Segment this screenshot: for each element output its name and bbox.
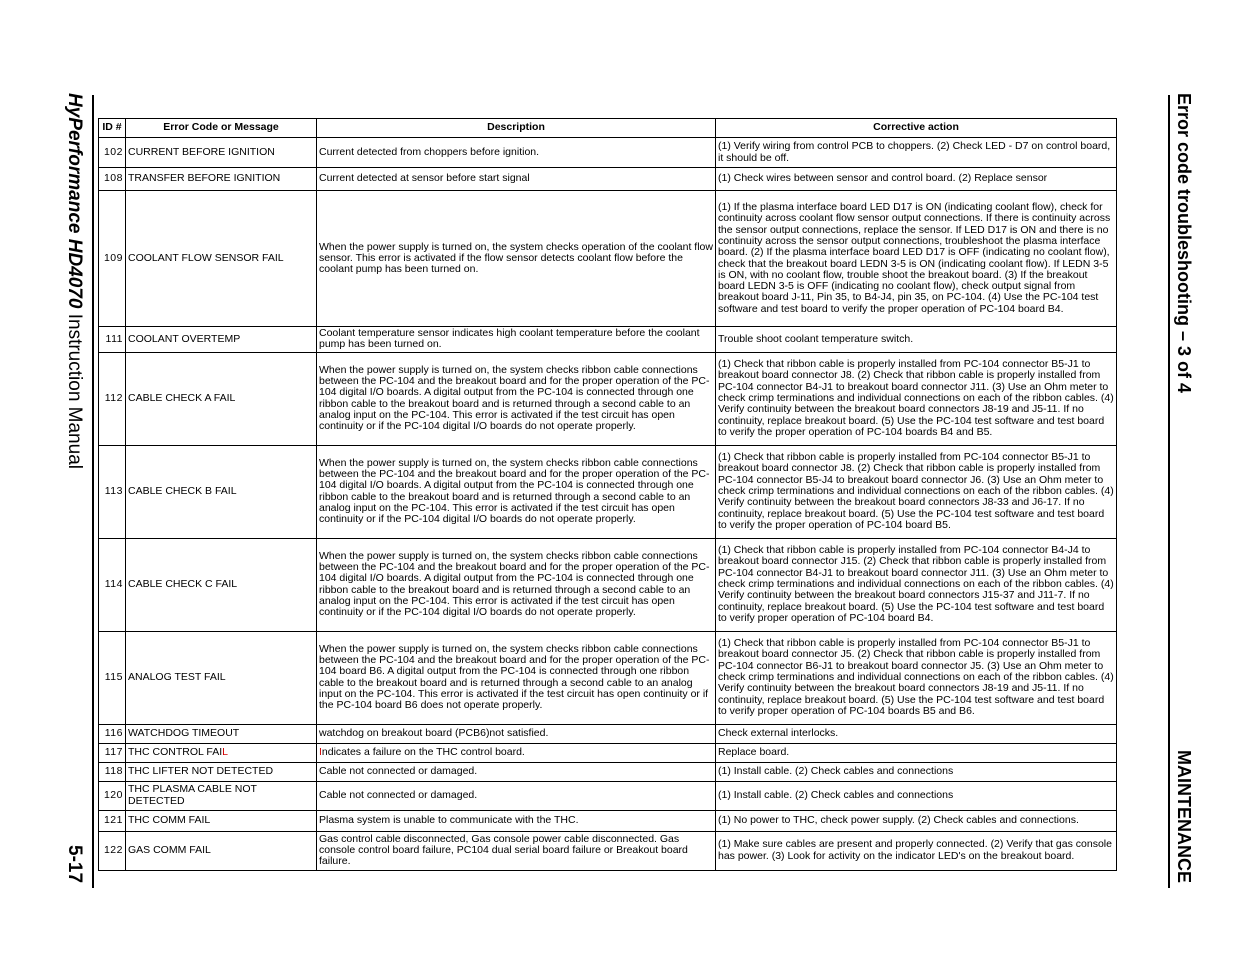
error-id: 118 <box>99 762 126 781</box>
manual-brand: HyPerformance HD4070 <box>64 93 85 309</box>
error-description <box>317 743 716 762</box>
error-code: CABLE CHECK B FAIL <box>126 445 317 538</box>
error-code: ANALOG TEST FAIL <box>126 631 317 724</box>
corrective-action: Check external interlocks. <box>716 724 1117 743</box>
error-id: 114 <box>99 538 126 631</box>
error-id: 122 <box>99 831 126 870</box>
manual-subtitle: Instruction Manual <box>64 308 85 469</box>
table-header-row <box>99 119 1117 138</box>
corrective-action: (1) Check that ribbon cable is properly installed from PC-104 connector B4-J4 to breakout board connector J15. (2) Check that ribbon cable is properly installed from PC-104 connector B4-J1 to breakout board connector J11. (3) Use an Ohm meter to check crimp terminations and individual connections on each of the ribbon cables. (4) Verify continuity between the breakout board connectors J15-37 and J11-7. If no continuity, replace breakout board. (5) Use the PC-104 test software and test board to verify proper operation of PC-104 board B4. <box>716 538 1117 631</box>
column-header-id: ID # <box>99 119 126 138</box>
error-description: When the power supply is turned on, the system checks ribbon cable connections between the PC-104 and the breakout board and for the proper operation of the PC-104 digital I/O boards. A digital output from the PC-104 is connected through one ribbon cable to the breakout board and is returned through a second cable to an analog input on the PC-104. This error is activated if the test circuit has open continuity or if the PC-104 digital I/O boards do not operate properly. <box>317 445 716 538</box>
table-row <box>99 781 1117 810</box>
error-code: CURRENT BEFORE IGNITION <box>126 138 317 168</box>
error-id: 116 <box>99 724 126 743</box>
manual-title <box>60 93 90 469</box>
error-id: 121 <box>99 810 126 831</box>
error-description: When the power supply is turned on, the system checks ribbon cable connections between the PC-104 and the breakout board and for the proper operation of the PC-104 digital I/O boards. A digital output from the PC-104 is connected through one ribbon cable to the breakout board and is returned through a second cable to an analog input on the PC-104. This error is activated if the test circuit has open continuity or if the PC-104 digital I/O boards do not operate properly. <box>317 352 716 445</box>
error-description: Current detected from choppers before ignition. <box>317 138 716 168</box>
error-code: CABLE CHECK C FAIL <box>126 538 317 631</box>
error-id: 108 <box>99 168 126 191</box>
chapter-title-text: MAINTENANCE <box>1174 750 1194 883</box>
description-text: ndicates a failure on the THC control board. <box>321 745 525 758</box>
table-row <box>99 168 1117 191</box>
section-title-text: Error code troubleshooting – 3 of 4 <box>1174 93 1194 394</box>
table-row <box>99 810 1117 831</box>
table-row <box>99 724 1117 743</box>
error-description: Plasma system is unable to communicate with the THC. <box>317 810 716 831</box>
error-description: When the power supply is turned on, the system checks ribbon cable connections between the PC-104 and the breakout board and for the proper operation of the PC-104 board B6. A digital output from the PC-104 is connected through one ribbon cable to the breakout board and is returned through a second cable to an analog input on the PC-104. This error is activated if the test circuit has open continuity or if the PC-104 board B6 does not operate properly. <box>317 631 716 724</box>
table-row <box>99 327 1117 353</box>
error-id: 102 <box>99 138 126 168</box>
error-id: 120 <box>99 781 126 810</box>
error-code: TRANSFER BEFORE IGNITION <box>126 168 317 191</box>
table-row <box>99 762 1117 781</box>
error-code-red-char: L <box>222 745 228 758</box>
error-code: COOLANT OVERTEMP <box>126 327 317 353</box>
error-description: Coolant temperature sensor indicates high coolant temperature before the coolant pump has been turned on. <box>317 327 716 353</box>
corrective-action: (1) No power to THC, check power supply. (2) Check cables and connections. <box>716 810 1117 831</box>
column-header-action: Corrective action <box>716 119 1117 138</box>
corrective-action: (1) Check that ribbon cable is properly installed from PC-104 connector B5-J1 to breakout board connector J5. (2) Check that ribbon cable is properly installed from PC-104 connector B6-J1 to breakout board connector J5. (3) Use an Ohm meter to check crimp terminations and individual connections on each of the ribbon cables. (4) Verify continuity between the breakout board connectors J8-19 and J5-11. If no continuity, replace breakout board. (5) Use the PC-104 test software and test board to verify proper operation of PC-104 boards B5 and B6. <box>716 631 1117 724</box>
corrective-action: Trouble shoot coolant temperature switch. <box>716 327 1117 353</box>
corrective-action: (1) Check that ribbon cable is properly installed from PC-104 connector B5-J1 to breakout board connector J8. (2) Check that ribbon cable is properly installed from PC-104 connector B4-J1 to breakout board connector J11. (3) Use an Ohm meter to check crimp terminations and individual connections on each of the ribbon cables. (4) Verify continuity between the breakout board connectors J8-19 and J5-11. If no continuity, replace breakout board. (5) Use the PC-104 test software and test board to verify the proper operation of PC-104 boards B4 and B5. <box>716 352 1117 445</box>
error-description: When the power supply is turned on, the system checks operation of the coolant flow sensor. This error is activated if the flow sensor detects coolant flow before the coolant pump has been turned on. <box>317 191 716 327</box>
error-code: THC LIFTER NOT DETECTED <box>126 762 317 781</box>
corrective-action: Replace board. <box>716 743 1117 762</box>
corrective-action: (1) Install cable. (2) Check cables and connections <box>716 762 1117 781</box>
error-code: WATCHDOG TIMEOUT <box>126 724 317 743</box>
error-code: CABLE CHECK A FAIL <box>126 352 317 445</box>
error-description: Gas control cable disconnected, Gas console power cable disconnected. Gas console control board failure, PC104 dual serial board failure or Breakout board failure. <box>317 831 716 870</box>
table-row <box>99 538 1117 631</box>
page-number-text: 5-17 <box>64 845 85 884</box>
corrective-action: (1) Make sure cables are present and properly connected. (2) Verify that gas console has power. (3) Look for activity on the indicator LED's on the breakout board. <box>716 831 1117 870</box>
corrective-action: (1) Install cable. (2) Check cables and connections <box>716 781 1117 810</box>
error-id: 115 <box>99 631 126 724</box>
error-code: COOLANT FLOW SENSOR FAIL <box>126 191 317 327</box>
corrective-action: (1) If the plasma interface board LED D17 is ON (indicating coolant flow), check for continuity across coolant flow sensor output connections. If there is continuity across the sensor output connections, replace the sensor. If LED D17 is ON and there is no continuity across the sensor output connections, troubleshoot the plasma interface board. (2) If the plasma interface board LED D17 is OFF (indicating no coolant flow), check that the breakout board LEDN 3-5 is ON (indicating coolant flow). If LEDN 3-5 is ON, with no coolant flow, trouble shoot the breakout board. (3) If the breakout board LEDN 3-5 is OFF (indicating no coolant flow), check output signal from breakout board J-11, Pin 35, to B4-J4, pin 35, on PC-104. (4) Use the PC-104 test software and test board to verify the proper operation of PC-104 board B4. <box>716 191 1117 327</box>
error-code: GAS COMM FAIL <box>126 831 317 870</box>
table-row <box>99 138 1117 168</box>
error-code-text: THC CONTROL FAI <box>128 745 223 758</box>
table-row <box>99 831 1117 870</box>
error-code: THC COMM FAIL <box>126 810 317 831</box>
column-header-description: Description <box>317 119 716 138</box>
corrective-action: (1) Verify wiring from control PCB to choppers. (2) Check LED - D7 on control board, it should be off. <box>716 138 1117 168</box>
table-row <box>99 631 1117 724</box>
error-id: 113 <box>99 445 126 538</box>
error-description: Cable not connected or damaged. <box>317 762 716 781</box>
error-code <box>126 743 317 762</box>
error-description: watchdog on breakout board (PCB6)not satisfied. <box>317 724 716 743</box>
description-red-char: I <box>319 745 322 758</box>
error-description: Current detected at sensor before start signal <box>317 168 716 191</box>
table-row <box>99 191 1117 327</box>
error-id: 109 <box>99 191 126 327</box>
error-description: Cable not connected or damaged. <box>317 781 716 810</box>
table-row <box>99 743 1117 762</box>
corrective-action: (1) Check that ribbon cable is properly installed from PC-104 connector B5-J1 to breakout board connector J8. (2) Check that ribbon cable is properly installed from PC-104 connector B5-J4 to breakout board connector J6. (3) Use an Ohm meter to check crimp terminations and individual connections on each of the ribbon cables. (4) Verify continuity between the breakout board connectors J8-33 and J6-17. If no continuity, replace breakout board. (5) Use the PC-104 test software and test board to verify the proper operation of PC-104 board B5. <box>716 445 1117 538</box>
error-code-table <box>98 118 1117 871</box>
error-id: 117 <box>99 743 126 762</box>
error-id: 111 <box>99 327 126 353</box>
left-margin-rule <box>92 95 94 888</box>
error-description: When the power supply is turned on, the system checks ribbon cable connections between the PC-104 and the breakout board and for the proper operation of the PC-104 digital I/O boards. A digital output from the PC-104 is connected through one ribbon cable to the breakout board and is returned through a second cable to an analog input on the PC-104. This error is activated if the test circuit has open continuity or if the PC-104 digital I/O boards do not operate properly. <box>317 538 716 631</box>
error-code: THC PLASMA CABLE NOT DETECTED <box>126 781 317 810</box>
column-header-code: Error Code or Message <box>126 119 317 138</box>
corrective-action: (1) Check wires between sensor and control board. (2) Replace sensor <box>716 168 1117 191</box>
table-row <box>99 352 1117 445</box>
table-row <box>99 445 1117 538</box>
error-id: 112 <box>99 352 126 445</box>
